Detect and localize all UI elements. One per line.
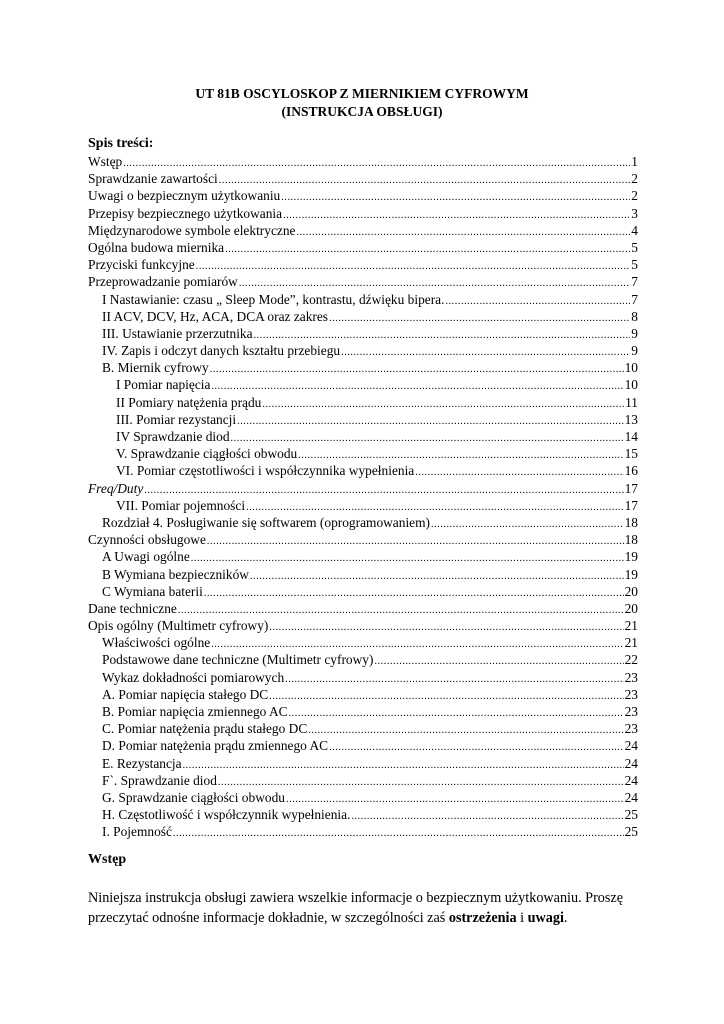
toc-entry-page: 25 <box>624 824 638 840</box>
toc-entry-page: 23 <box>624 669 638 685</box>
toc-leader-dots <box>341 344 630 361</box>
toc-entry-page: 14 <box>624 429 638 444</box>
toc-leader-dots <box>173 825 624 842</box>
toc-leader-dots <box>211 378 623 395</box>
toc-entry-page: 18 <box>624 514 638 530</box>
toc-entry-label: Właściwości ogólne <box>102 635 211 651</box>
toc-leader-dots <box>219 172 631 189</box>
toc-leader-dots <box>262 396 624 413</box>
toc-heading: Spis treści: <box>88 136 154 151</box>
toc-entry[interactable] <box>88 634 638 651</box>
toc-entry-label: Podstawowe dane techniczne (Multimetr cyfrowy) <box>102 652 374 668</box>
toc-entry-page: 2 <box>631 188 638 204</box>
toc-entry-page: 24 <box>624 772 638 788</box>
toc-entry-label: IV Sprawdzanie diod <box>116 429 230 444</box>
toc-entry[interactable] <box>88 755 638 772</box>
toc-leader-dots <box>281 189 630 206</box>
toc-entry-label: E. Rezystancja <box>102 755 182 771</box>
toc-entry-page: 7 <box>631 291 638 307</box>
toc-entry-page: 9 <box>631 343 638 359</box>
toc-entry-page: 21 <box>624 635 638 651</box>
toc-entry[interactable] <box>88 703 638 720</box>
toc-leader-dots <box>308 722 623 739</box>
toc-entry-page: 13 <box>624 411 638 427</box>
toc-entry[interactable] <box>88 256 638 273</box>
toc-entry-page: 9 <box>631 325 638 341</box>
toc-entry[interactable] <box>88 497 638 514</box>
toc-entry[interactable] <box>88 153 638 170</box>
toc-entry[interactable] <box>88 359 638 376</box>
toc-entry[interactable] <box>88 480 638 497</box>
toc-entry-label: B. Pomiar napięcia zmiennego AC <box>102 704 288 719</box>
toc-leader-dots <box>183 757 624 774</box>
toc-leader-dots <box>374 653 623 670</box>
toc-leader-dots <box>196 258 631 275</box>
toc-entry-label: Uwagi o bezpiecznym użytkowaniu <box>88 188 281 204</box>
toc-leader-dots <box>431 516 624 533</box>
toc-entry-page: 23 <box>624 704 638 719</box>
toc-entry-label: B Wymiana bezpieczników <box>102 566 249 582</box>
toc-entry-page: 17 <box>624 480 638 496</box>
toc-leader-dots <box>329 739 624 756</box>
toc-entry-page: 23 <box>624 686 638 702</box>
toc-leader-dots <box>269 619 623 636</box>
toc-leader-dots <box>445 293 630 310</box>
toc-leader-dots <box>237 413 624 430</box>
toc-entry-label: II Pomiary natężenia prądu <box>116 394 262 410</box>
toc-entry[interactable] <box>88 651 638 668</box>
toc-leader-dots <box>415 464 623 481</box>
toc-entry[interactable] <box>88 342 638 359</box>
toc-leader-dots <box>289 705 624 722</box>
toc-entry[interactable] <box>88 720 638 737</box>
toc-entry-page: 3 <box>631 205 638 221</box>
toc-entry[interactable] <box>88 806 638 823</box>
toc-entry-page: 24 <box>624 738 638 754</box>
toc-entry-label: F`. Sprawdzanie diod <box>102 772 217 788</box>
toc-entry-page: 4 <box>631 222 638 238</box>
toc-entry[interactable] <box>88 222 638 239</box>
toc-entry-page: 20 <box>624 583 638 599</box>
toc-leader-dots <box>250 568 624 585</box>
toc-entry[interactable] <box>88 686 638 703</box>
toc-leader-dots <box>351 808 623 825</box>
toc-entry[interactable] <box>88 772 638 789</box>
toc-leader-dots <box>191 550 624 567</box>
toc-entry[interactable] <box>88 531 638 548</box>
toc-entry[interactable] <box>88 669 638 686</box>
toc-entry-label: VI. Pomiar częstotliwości i współczynnika wypełnienia <box>116 463 415 479</box>
toc-entry[interactable] <box>88 462 638 479</box>
toc-entry-label: Przeprowadzanie pomiarów <box>88 274 238 290</box>
toc-entry-label: IV. Zapis i odczyt danych kształtu przebiegu <box>102 343 341 359</box>
toc-entry-page: 11 <box>625 394 638 410</box>
toc-entry-page: 23 <box>624 721 638 737</box>
toc-entry-label: Freq/Duty <box>88 480 144 496</box>
toc-entry-label: Opis ogólny (Multimetr cyfrowy) <box>88 618 269 634</box>
toc-entry-label: VII. Pomiar pojemności <box>116 497 246 513</box>
toc-entry-label: G. Sprawdzanie ciągłości obwodu <box>102 789 285 805</box>
toc-entry-label: III. Ustawianie przerzutnika <box>102 325 253 341</box>
toc-entry-label: Wykaz dokładności pomiarowych <box>102 669 285 685</box>
toc-entry-label: Międzynarodowe symbole elektryczne <box>88 222 296 238</box>
intro-text: . <box>563 910 568 926</box>
toc-entry-page: 10 <box>624 377 638 393</box>
toc-entry-label: A. Pomiar napięcia stałego DC <box>102 686 269 702</box>
toc-entry-label: D. Pomiar natężenia prądu zmiennego AC <box>102 738 329 754</box>
toc-entry[interactable] <box>88 325 638 342</box>
intro-bold-warnings: ostrzeżenia <box>448 910 517 926</box>
toc-entry-page: 21 <box>624 618 638 634</box>
toc-entry-label: H. Częstotliwość i współczynnik wypełnienia. <box>102 807 351 823</box>
intro-text: Niniejsza instrukcja obsługi zawiera wszelkie informacje o bezpiecznym użytkowaniu. Proszę przeczytać odnośne informacje dokładnie, w szczególności zaś <box>88 890 623 926</box>
toc-entry-label: A Uwagi ogólne <box>102 549 190 565</box>
toc-entry-label: Dane techniczne <box>88 600 177 616</box>
toc-entry-page: 1 <box>631 154 638 169</box>
document-title: UT 81B OSCYLOSKOP Z MIERNIKIEM CYFROWYM <box>195 86 529 101</box>
toc-entry-label: I Nastawianie: czasu „ Sleep Mode”, kontrastu, dźwięku bipera. <box>102 291 445 307</box>
toc-entry-label: Ogólna budowa miernika <box>88 239 225 255</box>
toc-leader-dots <box>207 533 624 550</box>
toc-entry-page: 10 <box>624 360 638 376</box>
section-heading: Wstęp <box>88 852 127 867</box>
toc-entry[interactable] <box>88 737 638 754</box>
toc-entry-label: I Pomiar napięcia <box>116 377 211 393</box>
toc-entry[interactable] <box>88 428 638 445</box>
toc-entry-page: 22 <box>624 652 638 668</box>
toc-entry-label: Czynności obsługowe <box>88 532 206 548</box>
toc-leader-dots <box>269 688 623 705</box>
toc-entry-label: II ACV, DCV, Hz, ACA, DCA oraz zakres <box>102 308 329 324</box>
toc-entry[interactable] <box>88 239 638 256</box>
toc-entry-page: 17 <box>624 497 638 513</box>
toc-leader-dots <box>296 224 630 241</box>
toc-entry[interactable] <box>88 170 638 187</box>
toc-entry-page: 16 <box>624 463 638 479</box>
toc-entry-page: 5 <box>631 257 638 273</box>
toc-entry[interactable] <box>88 205 638 222</box>
toc-leader-dots <box>225 241 630 258</box>
toc-entry-page: 2 <box>631 171 638 187</box>
intro-bold-notes: uwagi <box>527 910 564 926</box>
toc-entry-page: 24 <box>624 789 638 805</box>
toc-entry[interactable] <box>88 411 638 428</box>
toc-entry-label: Rozdział 4. Posługiwanie się softwarem (oprogramowaniem) <box>102 514 430 530</box>
toc-entry-page: 19 <box>624 549 638 565</box>
toc-leader-dots <box>283 207 630 224</box>
table-of-contents <box>88 153 638 841</box>
toc-entry[interactable] <box>88 514 638 531</box>
toc-entry-label: Sprawdzanie zawartości <box>88 171 218 187</box>
toc-entry[interactable] <box>88 273 638 290</box>
toc-entry-page: 15 <box>624 446 638 462</box>
intro-text: i <box>516 910 528 926</box>
toc-entry[interactable] <box>88 583 638 600</box>
toc-entry-label: Przepisy bezpiecznego użytkowania <box>88 205 283 221</box>
toc-entry[interactable] <box>88 789 638 806</box>
toc-leader-dots <box>285 671 623 688</box>
toc-entry-label: I. Pojemność <box>102 824 172 840</box>
toc-entry[interactable] <box>88 187 638 204</box>
toc-entry[interactable] <box>88 394 638 411</box>
toc-entry[interactable] <box>88 566 638 583</box>
document-subtitle: (INSTRUKCJA OBSŁUGI) <box>281 104 443 119</box>
toc-entry-label: III. Pomiar rezystancji <box>116 411 237 427</box>
toc-leader-dots <box>204 585 624 602</box>
toc-entry[interactable] <box>88 823 638 840</box>
toc-entry-page: 19 <box>624 566 638 582</box>
toc-entry-page: 24 <box>624 755 638 771</box>
toc-entry-page: 25 <box>624 807 638 823</box>
toc-entry-label: V. Sprawdzanie ciągłości obwodu <box>116 446 298 462</box>
toc-leader-dots <box>329 310 630 327</box>
toc-entry[interactable] <box>88 291 638 308</box>
intro-paragraph <box>88 888 644 928</box>
toc-entry-page: 7 <box>631 274 638 290</box>
toc-entry-page: 20 <box>624 600 638 616</box>
toc-entry-label: C. Pomiar natężenia prądu stałego DC <box>102 721 308 737</box>
toc-entry-label: Wstęp <box>88 154 123 169</box>
toc-entry[interactable] <box>88 617 638 634</box>
toc-entry-label: C Wymiana baterii <box>102 583 203 599</box>
toc-entry-page: 18 <box>624 532 638 548</box>
toc-leader-dots <box>210 361 624 378</box>
toc-entry[interactable] <box>88 548 638 565</box>
toc-entry[interactable] <box>88 376 638 393</box>
toc-entry-page: 5 <box>631 239 638 255</box>
toc-entry-page: 8 <box>631 308 638 324</box>
toc-entry[interactable] <box>88 445 638 462</box>
toc-entry-label: B. Miernik cyfrowy <box>102 360 209 376</box>
toc-entry-label: Przyciski funkcyjne <box>88 257 195 273</box>
toc-entry[interactable] <box>88 600 638 617</box>
toc-entry[interactable] <box>88 308 638 325</box>
